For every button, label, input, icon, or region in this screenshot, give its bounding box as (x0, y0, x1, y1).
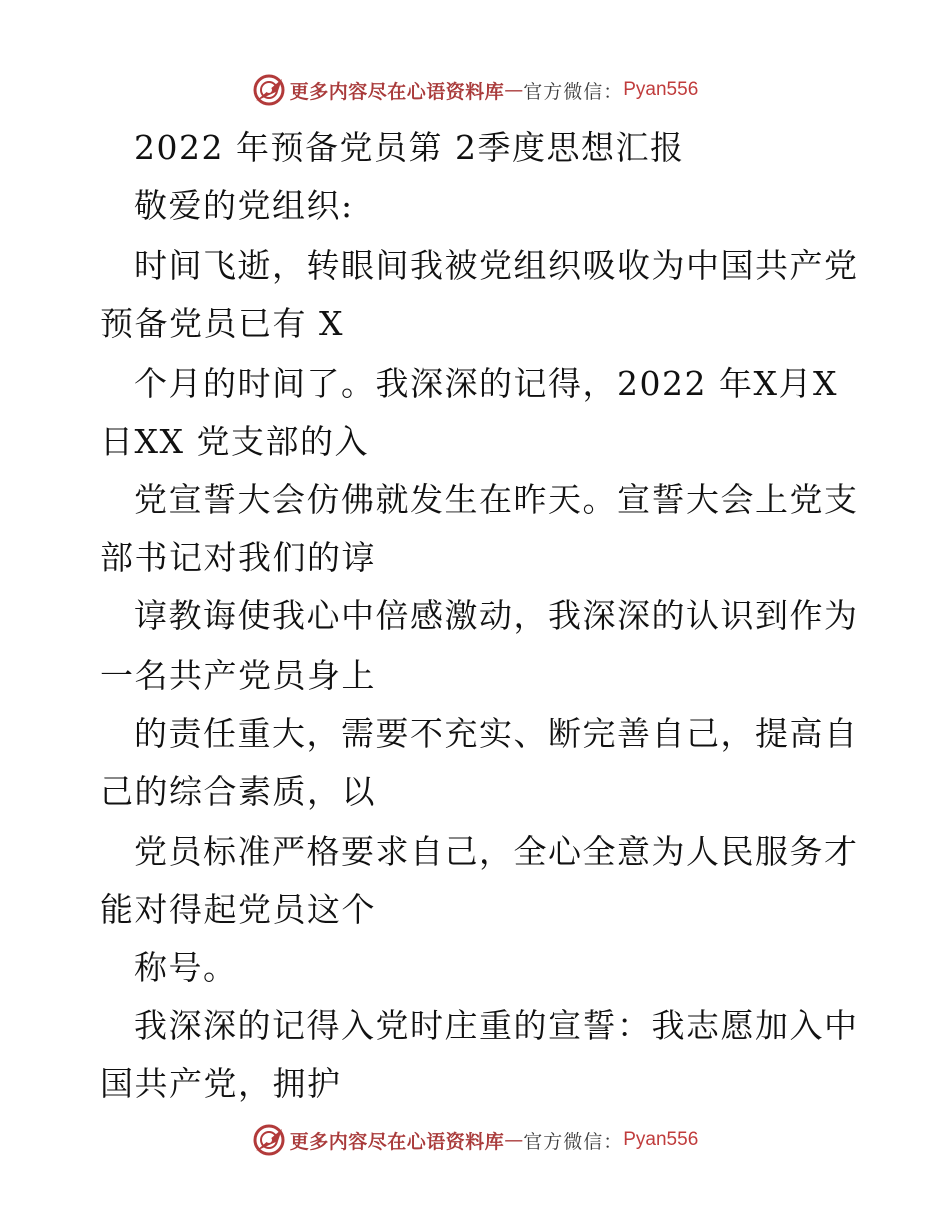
banner-wechat-label: 官方微信： (523, 1130, 624, 1153)
document-line: 能对得起党员这个 (100, 890, 376, 929)
banner-dash: — (504, 79, 524, 101)
banner-main-text: 更多内容尽在心语资料库 (289, 1130, 505, 1153)
header-banner (0, 70, 950, 110)
banner-main-text: 更多内容尽在心语资料库 (289, 80, 505, 103)
document-line: 一名共产党员身上 (100, 656, 376, 695)
document-line: 个月的时间了。我深深的记得，2022 年X月X (134, 364, 838, 403)
document-line: 的责任重大，需要不充实、断完善自己，提高自 (134, 714, 859, 753)
banner-wechat-id: Pyan556 (623, 1129, 699, 1150)
logo-icon (252, 73, 286, 107)
document-line: 时间飞逝，转眼间我被党组织吸收为中国共产党 (134, 246, 859, 285)
banner-wechat-label: 官方微信： (523, 80, 624, 103)
document-line: 党员标准严格要求自己，全心全意为人民服务才 (134, 832, 859, 871)
document-line: 党宣誓大会仿佛就发生在昨天。宣誓大会上党支 (134, 480, 859, 519)
document-line: 谆教诲使我心中倍感激动，我深深的认识到作为 (134, 596, 859, 635)
document-line: 部书记对我们的谆 (100, 538, 376, 577)
banner-wechat-id: Pyan556 (623, 79, 699, 100)
banner-dash: — (504, 1129, 524, 1151)
document-line: 日XX 党支部的入 (100, 422, 369, 461)
document-title: 2022 年预备党员第 2季度思想汇报 (134, 128, 685, 167)
document-line: 称号。 (134, 948, 238, 987)
footer-banner (0, 1120, 950, 1160)
document-line: 己的综合素质，以 (100, 772, 376, 811)
logo-icon (252, 1123, 286, 1157)
document-line: 我深深的记得入党时庄重的宣誓：我志愿加入中 (134, 1006, 859, 1045)
document-line: 国共产党，拥护 (100, 1064, 342, 1103)
document-line: 敬爱的党组织: (134, 186, 354, 225)
document-line: 预备党员已有 X (100, 304, 344, 343)
